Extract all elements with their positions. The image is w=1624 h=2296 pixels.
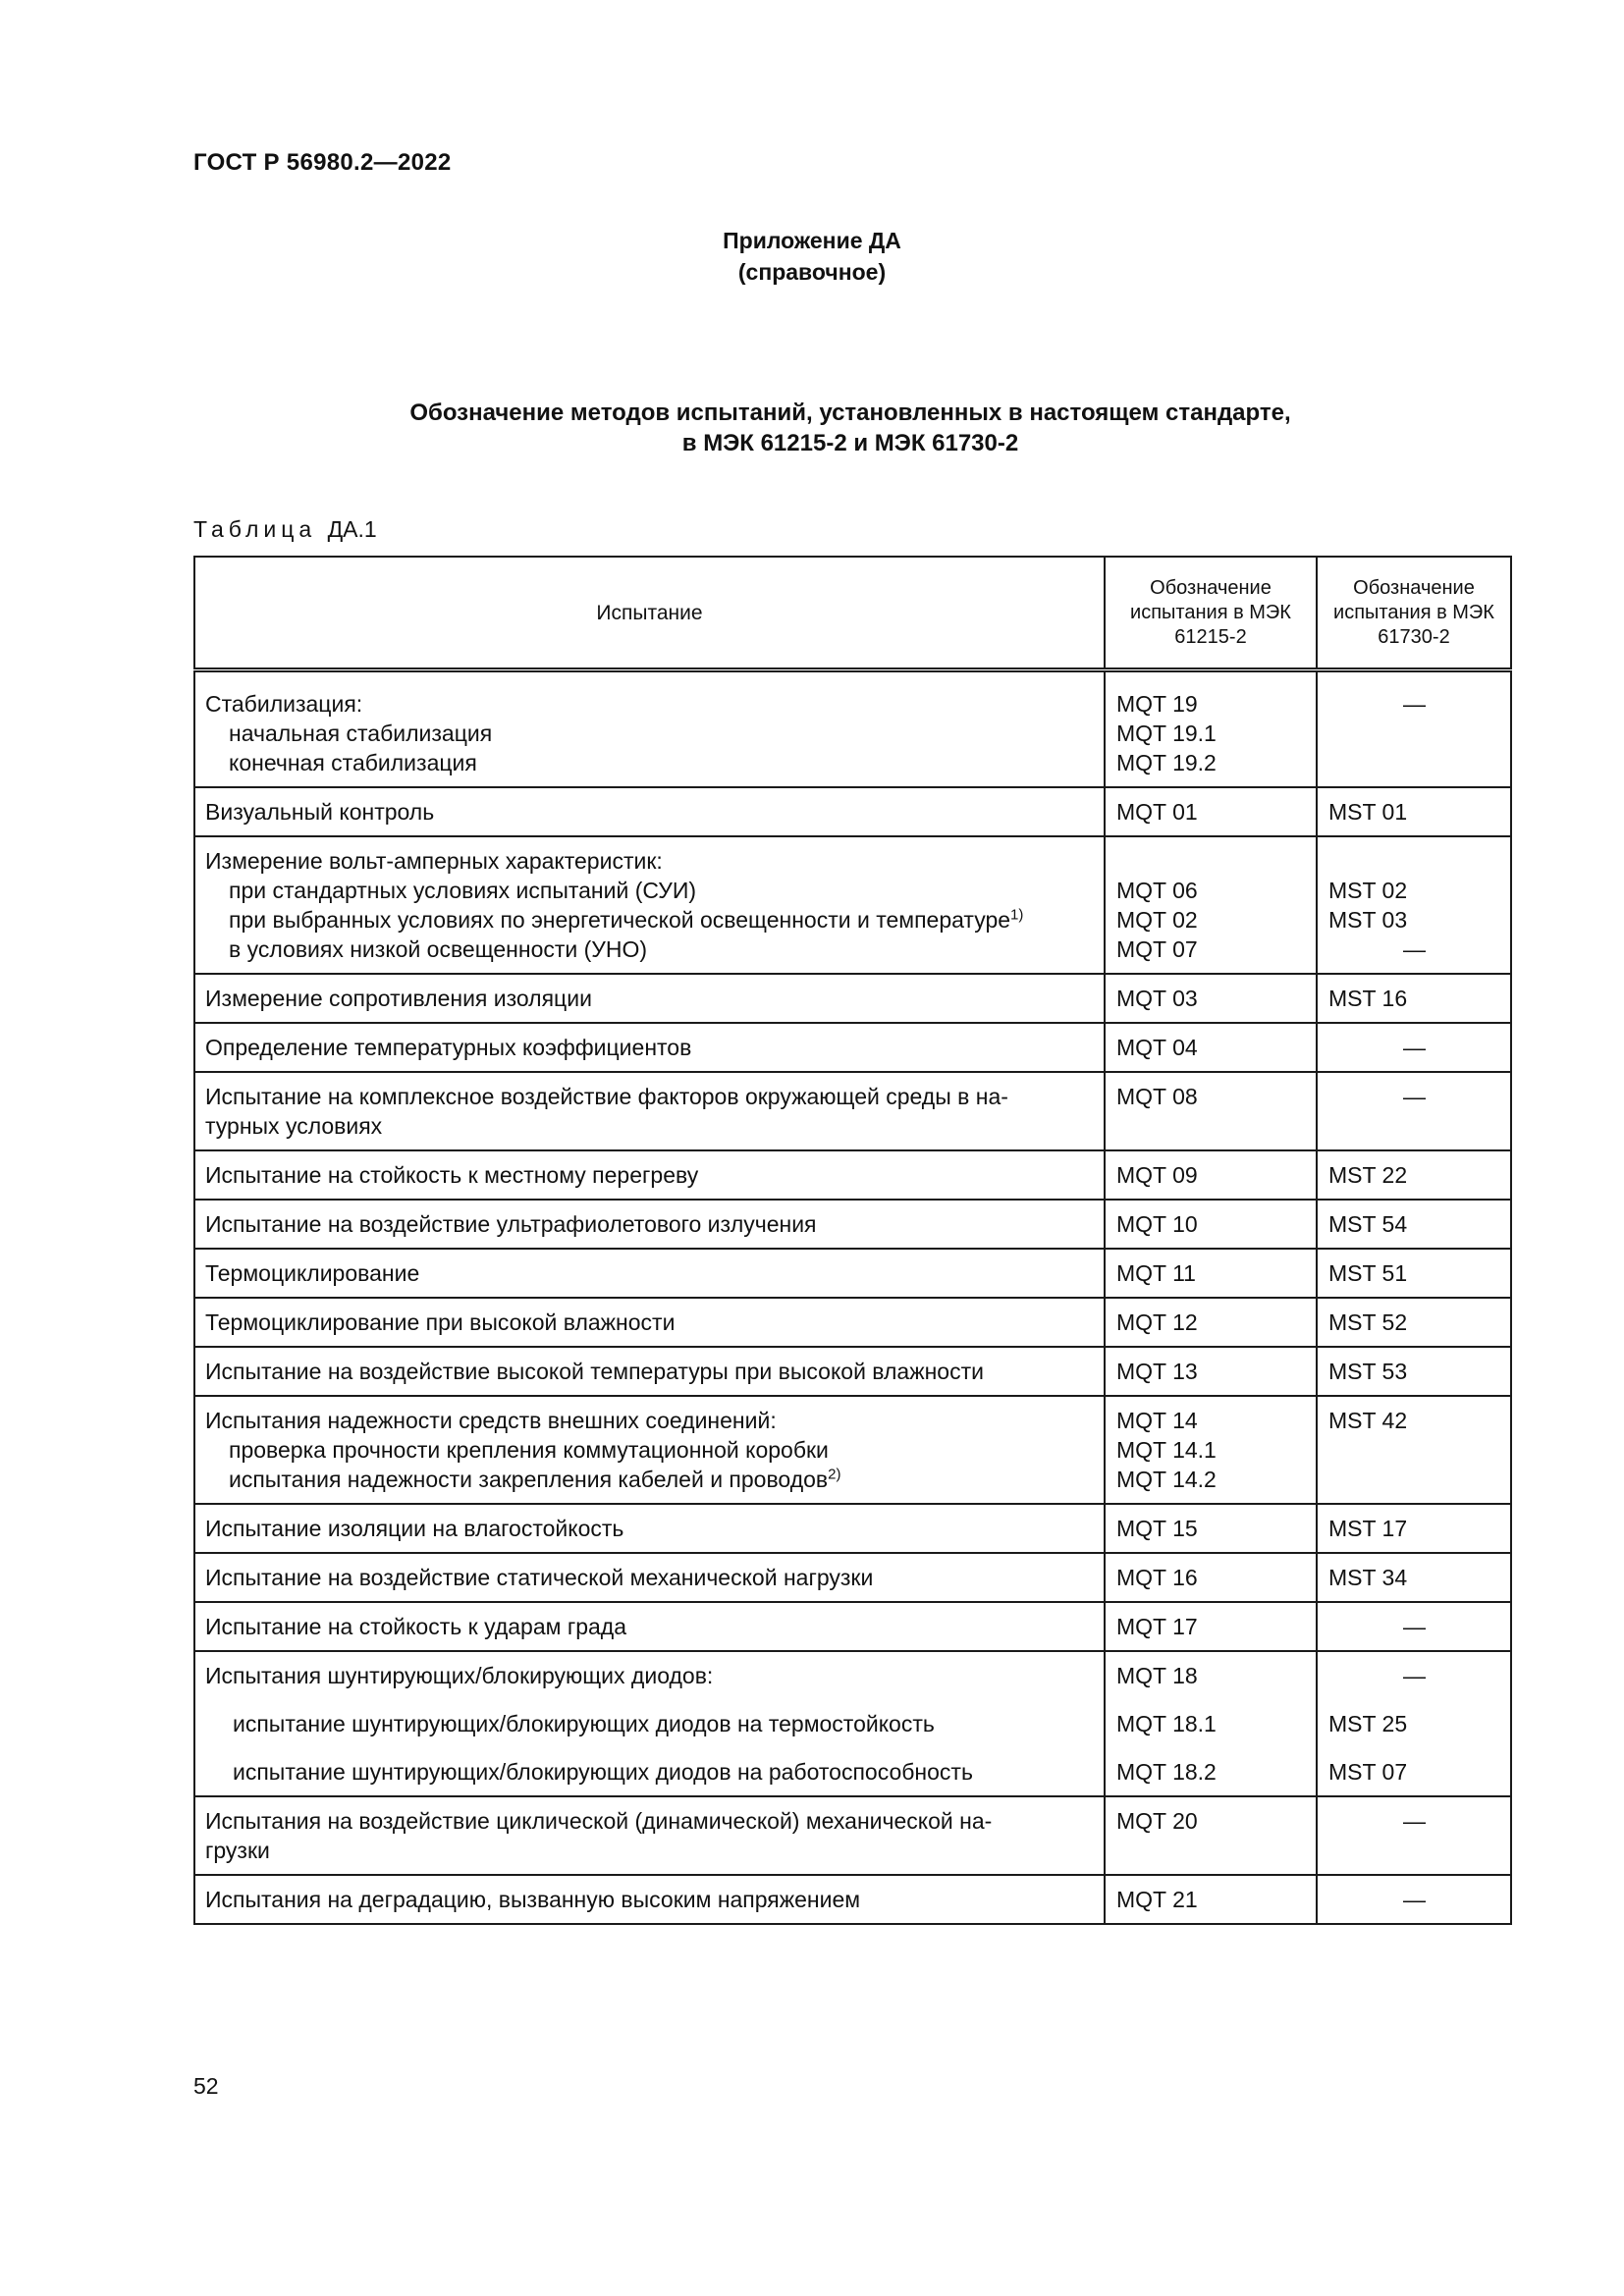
table-caption — [193, 516, 377, 543]
table-row — [194, 1150, 1511, 1200]
code-line: MST 17 — [1328, 1516, 1408, 1541]
code-line: — — [1403, 936, 1426, 962]
code-line: MST 34 — [1328, 1565, 1408, 1590]
test-cell — [194, 974, 1105, 1023]
test-cell — [194, 1875, 1105, 1924]
table-row — [194, 1298, 1511, 1347]
code-line: MQT 10 — [1116, 1211, 1198, 1237]
table-row — [194, 1249, 1511, 1298]
test-cell — [194, 1504, 1105, 1553]
table-row — [194, 1072, 1511, 1150]
test-line: конечная стабилизация — [229, 750, 477, 775]
test-cell — [194, 836, 1105, 974]
code-line: MQT 02 — [1116, 907, 1198, 933]
table-row — [194, 836, 1511, 974]
test-cell — [194, 1347, 1105, 1396]
code-line — [1116, 846, 1306, 876]
table-header-row — [194, 557, 1511, 670]
code-line: — — [1403, 691, 1426, 717]
code-line: MQT 18.2 — [1116, 1759, 1217, 1785]
table-row — [194, 1651, 1511, 1796]
test-line — [205, 1465, 1094, 1494]
code-line: MQT 12 — [1116, 1309, 1198, 1335]
iec61215-cell — [1105, 1150, 1317, 1200]
iec61730-cell — [1317, 787, 1511, 836]
test-line: в условиях низкой освещенности (УНО) — [229, 936, 648, 962]
iec61215-cell — [1105, 1200, 1317, 1249]
test-line: Испытания на воздействие циклической (динамической) механической на- — [205, 1808, 993, 1834]
test-line: Определение температурных коэффициентов — [205, 1035, 692, 1060]
iec61730-cell — [1317, 1651, 1511, 1796]
iec61730-cell — [1317, 1796, 1511, 1875]
code-line: MQT 18.1 — [1116, 1711, 1217, 1736]
test-line: Испытание на воздействие ультрафиолетового излучения — [205, 1211, 817, 1237]
test-line: Испытания на деградацию, вызванную высоким напряжением — [205, 1887, 861, 1912]
iec61730-cell — [1317, 1875, 1511, 1924]
code-line: MQT 01 — [1116, 799, 1198, 825]
table-row — [194, 1347, 1511, 1396]
table-row — [194, 1023, 1511, 1072]
test-line: грузки — [205, 1838, 270, 1863]
table-caption-word: Таблица — [193, 516, 317, 542]
table-caption-number: ДА.1 — [327, 516, 377, 542]
iec61730-cell — [1317, 836, 1511, 974]
iec61215-cell — [1105, 1249, 1317, 1298]
iec61215-cell — [1105, 1298, 1317, 1347]
test-line — [205, 905, 1094, 934]
table-row — [194, 1553, 1511, 1602]
table-row — [194, 787, 1511, 836]
code-line: MQT 14.2 — [1116, 1467, 1217, 1492]
test-cell — [194, 670, 1105, 788]
code-line: MQT 19.1 — [1116, 721, 1217, 746]
code-line: — — [1403, 1663, 1426, 1688]
column-header-iec61730: Обозначение испытания в МЭК 61730-2 — [1317, 557, 1511, 670]
iec61730-cell — [1317, 1602, 1511, 1651]
table-row — [194, 1875, 1511, 1924]
test-line-text: испытания надежности закрепления кабелей и проводов — [229, 1467, 829, 1492]
code-line: — — [1403, 1887, 1426, 1912]
code-line: MQT 13 — [1116, 1359, 1198, 1384]
iec61215-cell — [1105, 974, 1317, 1023]
iec61215-cell — [1105, 1602, 1317, 1651]
code-line: MQT 20 — [1116, 1808, 1198, 1834]
test-cell — [194, 1553, 1105, 1602]
footnote-mark: 1) — [1010, 906, 1024, 924]
iec61730-cell — [1317, 1553, 1511, 1602]
test-line: Испытания шунтирующих/блокирующих диодов: — [205, 1663, 714, 1688]
code-line: MQT 21 — [1116, 1887, 1198, 1912]
iec61730-cell — [1317, 1150, 1511, 1200]
iec61215-cell — [1105, 1347, 1317, 1396]
code-line: MST 03 — [1328, 907, 1408, 933]
test-line: Испытание на стойкость к местному перегреву — [205, 1162, 699, 1188]
test-cell — [194, 1651, 1105, 1796]
test-line: Испытания надежности средств внешних соединений: — [205, 1408, 777, 1433]
code-line: MQT 11 — [1116, 1260, 1196, 1286]
code-line: MST 52 — [1328, 1309, 1408, 1335]
test-cell — [194, 1023, 1105, 1072]
table-row — [194, 670, 1511, 788]
section-title-line-2: в МЭК 61215-2 и МЭК 61730-2 — [681, 430, 1019, 456]
section-title-line-1: Обозначение методов испытаний, установленных в настоящем стандарте, — [409, 400, 1291, 426]
page-number: 52 — [193, 2073, 219, 2099]
test-cell — [194, 787, 1105, 836]
iec61215-cell — [1105, 787, 1317, 836]
test-line: турных условиях — [205, 1113, 383, 1139]
table-row — [194, 1602, 1511, 1651]
test-line: Стабилизация: — [205, 691, 363, 717]
test-cell — [194, 1796, 1105, 1875]
table-row — [194, 1396, 1511, 1504]
test-line: проверка прочности крепления коммутационной коробки — [229, 1437, 829, 1463]
iec61730-cell — [1317, 1072, 1511, 1150]
test-line: Испытание изоляции на влагостойкость — [205, 1516, 624, 1541]
table-row — [194, 1504, 1511, 1553]
column-header-iec61215: Обозначение испытания в МЭК 61215-2 — [1105, 557, 1317, 670]
iec61215-cell — [1105, 1396, 1317, 1504]
code-line: MST 02 — [1328, 878, 1408, 903]
table-row — [194, 974, 1511, 1023]
iec61215-cell — [1105, 670, 1317, 788]
code-line: MST 01 — [1328, 799, 1408, 825]
code-line: MQT 17 — [1116, 1614, 1198, 1639]
test-line: испытание шунтирующих/блокирующих диодов на работоспособность — [233, 1759, 973, 1785]
code-line: MST 51 — [1328, 1260, 1408, 1286]
test-line: Испытание на воздействие высокой температуры при высокой влажности — [205, 1359, 984, 1384]
code-line — [1328, 846, 1500, 876]
code-line: MQT 19.2 — [1116, 750, 1217, 775]
code-line: — — [1403, 1035, 1426, 1060]
code-line: MQT 06 — [1116, 878, 1198, 903]
code-line: MQT 14 — [1116, 1408, 1198, 1433]
code-line: — — [1403, 1084, 1426, 1109]
code-line: MQT 19 — [1116, 691, 1198, 717]
table-row — [194, 1200, 1511, 1249]
iec61215-cell — [1105, 1023, 1317, 1072]
code-line: MQT 18 — [1116, 1663, 1198, 1688]
iec61215-cell — [1105, 1553, 1317, 1602]
iec61215-cell — [1105, 1796, 1317, 1875]
section-title — [0, 398, 1624, 458]
test-cell — [194, 1249, 1105, 1298]
iec61215-cell — [1105, 1072, 1317, 1150]
test-line: при стандартных условиях испытаний (СУИ) — [229, 878, 697, 903]
test-line: Испытание на комплексное воздействие факторов окружающей среды в на- — [205, 1084, 1008, 1109]
footnote-mark: 2) — [828, 1466, 841, 1483]
code-line: MST 22 — [1328, 1162, 1408, 1188]
test-line: Визуальный контроль — [205, 799, 435, 825]
iec61730-cell — [1317, 1396, 1511, 1504]
iec61730-cell — [1317, 1298, 1511, 1347]
column-header-test: Испытание — [194, 557, 1105, 670]
code-line: MQT 16 — [1116, 1565, 1198, 1590]
test-line: Термоциклирование при высокой влажности — [205, 1309, 676, 1335]
test-cell — [194, 1396, 1105, 1504]
iec61730-cell — [1317, 974, 1511, 1023]
code-line: MST 16 — [1328, 986, 1408, 1011]
test-cell — [194, 1072, 1105, 1150]
iec61730-cell — [1317, 670, 1511, 788]
code-line: MQT 08 — [1116, 1084, 1198, 1109]
iec61730-cell — [1317, 1347, 1511, 1396]
iec61215-cell — [1105, 1651, 1317, 1796]
test-line: Измерение сопротивления изоляции — [205, 986, 592, 1011]
test-line: Испытание на воздействие статической механической нагрузки — [205, 1565, 874, 1590]
code-line: MQT 09 — [1116, 1162, 1198, 1188]
iec61215-cell — [1105, 836, 1317, 974]
code-line: MQT 07 — [1116, 936, 1198, 962]
code-line: MQT 03 — [1116, 986, 1198, 1011]
code-line: MQT 14.1 — [1116, 1437, 1217, 1463]
iec61730-cell — [1317, 1504, 1511, 1553]
code-line: MQT 15 — [1116, 1516, 1198, 1541]
test-line: Испытание на стойкость к ударам града — [205, 1614, 627, 1639]
test-line: Измерение вольт-амперных характеристик: — [205, 848, 663, 874]
test-methods-table — [193, 556, 1512, 1925]
test-line: начальная стабилизация — [229, 721, 493, 746]
iec61730-cell — [1317, 1023, 1511, 1072]
iec61730-cell — [1317, 1249, 1511, 1298]
test-line-text: при выбранных условиях по энергетической освещенности и температуре — [229, 907, 1011, 933]
iec61730-cell — [1317, 1200, 1511, 1249]
code-line: — — [1403, 1808, 1426, 1834]
test-cell — [194, 1298, 1105, 1347]
code-line: MST 42 — [1328, 1408, 1408, 1433]
table-row — [194, 1796, 1511, 1875]
document-code: ГОСТ Р 56980.2—2022 — [193, 149, 452, 176]
iec61215-cell — [1105, 1504, 1317, 1553]
code-line: MST 07 — [1328, 1759, 1408, 1785]
test-cell — [194, 1150, 1105, 1200]
code-line: MST 54 — [1328, 1211, 1408, 1237]
test-line: испытание шунтирующих/блокирующих диодов на термостойкость — [233, 1711, 935, 1736]
code-line: MST 25 — [1328, 1711, 1408, 1736]
code-line: — — [1403, 1614, 1426, 1639]
test-cell — [194, 1200, 1105, 1249]
iec61215-cell — [1105, 1875, 1317, 1924]
annex-title: Приложение ДА — [723, 228, 901, 253]
test-line: Термоциклирование — [205, 1260, 420, 1286]
code-line: MST 53 — [1328, 1359, 1408, 1384]
test-cell — [194, 1602, 1105, 1651]
code-line: MQT 04 — [1116, 1035, 1198, 1060]
annex-status: (справочное) — [737, 259, 887, 285]
